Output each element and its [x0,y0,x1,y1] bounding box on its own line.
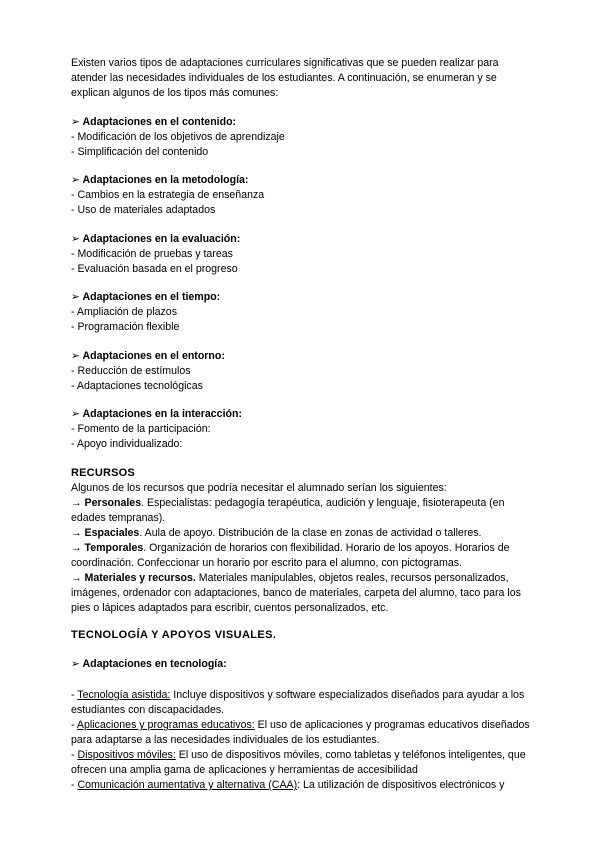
section-evaluacion [71,232,533,277]
list-item: - Dispositivos móviles: El uso de dispositivos móviles, como tabletas y teléfonos inteligentes, que ofrecen una amplia gama de aplicaciones y herramientas de accesibilidad [71,749,526,776]
section-heading: ➢ Adaptaciones en el contenido: [71,116,237,128]
section-interaccion [71,407,533,452]
list-item: - Adaptaciones tecnológicas [71,380,203,392]
tecnologia-subheading: ➢ Adaptaciones en tecnología: [71,658,227,670]
list-item: - Evaluación basada en el progreso [71,263,238,275]
arrow-bullet-icon: ➢ [71,408,80,420]
list-item: - Comunicación aumentativa y alternativa (CAA): La utilización de dispositivos electrónicos y [71,779,505,791]
recurso-item: → Materiales y recursos. Materiales manipulables, objetos reales, recursos personalizados, imágenes, ordenador con adaptaciones, banco de materiales, carpeta del alumno, taco para los pies o lápices adaptados para escribir, cuentos personalizados, etc. [71,572,521,614]
list-item: - Modificación de pruebas y tareas [71,248,233,260]
arrow-bullet-icon: ➢ [71,233,80,245]
right-arrow-icon: → [71,497,82,509]
arrow-bullet-icon: ➢ [71,174,80,186]
list-item: - Aplicaciones y programas educativos: El uso de aplicaciones y programas educativos diseñados para adaptarse a las necesidades individuales de los estudiantes. [71,719,530,746]
intro-paragraph: Existen varios tipos de adaptaciones curriculares significativas que se pueden realizar para atender las necesidades individuales de los estudiantes. A continuación, se enumeran y se explican algunos de los tipos más comunes: [71,57,499,99]
recursos-section [71,466,533,616]
section-heading: ➢ Adaptaciones en la interacción: [71,408,242,420]
right-arrow-icon: → [71,527,82,539]
list-item: - Tecnología asistida: Incluye dispositivos y software especializados diseñados para ayudar a los estudiantes con discapacidades. [71,689,525,716]
arrow-bullet-icon: ➢ [71,350,80,362]
section-heading: ➢ Adaptaciones en el entorno: [71,350,225,362]
recursos-title: RECURSOS [71,467,135,479]
list-item: - Programación flexible [71,321,180,333]
arrow-bullet-icon: ➢ [71,291,80,303]
section-contenido [71,115,533,160]
list-item: - Ampliación de plazos [71,306,177,318]
list-item: - Simplificación del contenido [71,146,209,158]
section-heading: ➢ Adaptaciones en el tiempo: [71,291,221,303]
recurso-item: → Espaciales. Aula de apoyo. Distribución de la clase en zonas de actividad o talleres. [71,527,482,539]
tecnologia-list [71,688,533,793]
list-item: - Modificación de los objetivos de aprendizaje [71,131,285,143]
list-item: - Apoyo individualizado: [71,438,183,450]
section-heading: ➢ Adaptaciones en la metodología: [71,174,249,186]
right-arrow-icon: → [71,572,82,584]
section-metodologia [71,173,533,218]
list-item: - Cambios en la estrategia de enseñanza [71,189,265,201]
arrow-bullet-icon: ➢ [71,658,80,670]
list-item: - Uso de materiales adaptados [71,204,216,216]
section-heading: ➢ Adaptaciones en la evaluación: [71,233,241,245]
tecnologia-title: TECNOLOGÍA Y APOYOS VISUALES. [71,629,277,641]
section-entorno [71,349,533,394]
recursos-intro: Algunos de los recursos que podría necesitar el alumnado serían los siguientes: [71,482,447,494]
list-item: - Reducción de estímulos [71,365,191,377]
recurso-item: → Temporales. Organización de horarios con flexibilidad. Horario de los apoyos. Horarios de coordinación. Confeccionar un horario por escrito para el alumno, con pictogramas. [71,542,510,569]
arrow-bullet-icon: ➢ [71,116,80,128]
list-item: - Fomento de la participación: [71,423,211,435]
recurso-item: → Personales. Especialistas: pedagogía terapéutica, audición y lenguaje, fisioterapeuta (en edades tempranas). [71,497,505,524]
section-tiempo [71,290,533,335]
right-arrow-icon: → [71,542,82,554]
